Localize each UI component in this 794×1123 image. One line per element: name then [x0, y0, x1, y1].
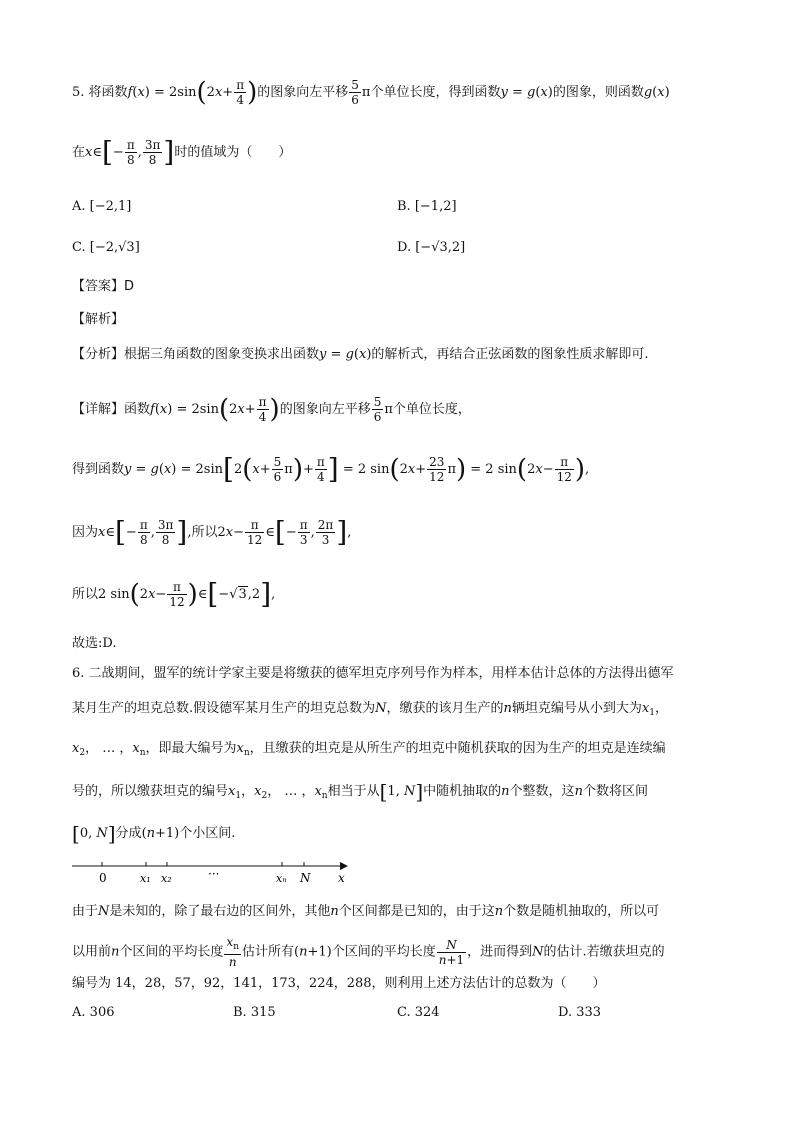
q5-stem-text: 的图象，则函数: [552, 85, 644, 100]
option-label: B.: [397, 199, 411, 214]
q6-text: 个数将区间: [582, 784, 648, 799]
q5-option-d: [397, 240, 465, 255]
q6-option-d: [558, 1005, 601, 1020]
label-x: x: [338, 871, 345, 885]
q5-answer: [72, 275, 134, 294]
number-line-figure: [72, 856, 362, 886]
q5-number: 5.: [72, 85, 85, 100]
option-text: [−1,2]: [414, 199, 457, 214]
q6-line2: 某月生产的坦克总数.假设德军某月生产的坦克总数为N，缴获的该月生产的n辆坦克编号从小到大为$x_1$，: [72, 701, 669, 718]
q6-text: ，且缴获的坦克是从所生产的坦克中随机获取的因为生产的坦克是连续编: [249, 741, 666, 756]
xiangjie-tag: 【详解】: [72, 402, 125, 417]
label-dots: ···: [208, 867, 220, 881]
q6-option-b: [233, 1005, 276, 1020]
q5-xiangjie-line4: 所以2 sin(2x− $\frac{\pi}{12}$ )∈[−√3,2],: [72, 577, 276, 611]
q6-option-c: [397, 1005, 440, 1020]
q5-xiangjie-line1: 【详解】函数f(x) = 2sin(2x+ $\frac{\pi}{4}$ )的图象向左平移 $\frac{5}{6}$ π个单位长度，: [72, 394, 471, 425]
q6-line6: 由于N是未知的，除了最右边的区间外，其他n个区间都是已知的，由于这n个数是随机抽取的，所以可: [72, 904, 660, 919]
option-label: D.: [558, 1005, 573, 1020]
label-x1: x₁: [140, 872, 151, 885]
q5-option-c: [72, 240, 140, 255]
solution-text: 所以: [191, 525, 218, 540]
q5-stem-line1: 5. 将函数f(x) = 2sin(2x+ $\frac{\pi}{4}$ )的图象向左平移 $\frac{5}{6}$ π个单位长度，得到函数y = g(x)的图象，则函数g(x): [72, 77, 670, 108]
q6-text: 由于: [72, 904, 99, 919]
q6-text: 个小区间.: [179, 826, 236, 841]
answer-tag: 【答案】: [72, 279, 125, 294]
q6-line3: $x_2$， … ，$x_n$，即最大编号为$x_n$，且缴获的坦克是从所生产的坦克中随机获取的因为生产的坦克是连续编: [72, 741, 666, 758]
solution-text: 因为: [72, 525, 99, 540]
q5-option-b: [397, 199, 457, 214]
q6-line8: 编号为 14，28，57，92，141，173，224，288，则利用上述方法估计的总数为（ ）: [72, 976, 606, 991]
arrow-head-icon: [340, 862, 348, 870]
label-0: 0: [99, 871, 107, 885]
solution-text: 的图象向左平移: [279, 402, 371, 417]
label-xn: xₙ: [276, 872, 287, 885]
fenxi-text: 根据三角函数的图象变换求出函数: [124, 347, 320, 362]
option-text: [−2,√3]: [89, 240, 140, 255]
q6-text: 分成: [115, 826, 142, 841]
solution-text: 个单位长度，: [392, 402, 471, 417]
q6-text: ，缴获的该月生产的: [386, 701, 504, 716]
option-label: D.: [397, 240, 412, 255]
q6-option-a: [72, 1005, 115, 1020]
q6-text: 相当于从: [327, 784, 380, 799]
q6-text: 号的，所以缴获坦克的编号: [72, 784, 229, 799]
q6-text: 以用前: [72, 944, 112, 960]
q6-text: 个区间的平均长度: [119, 944, 224, 960]
q5-stem-text: 个单位长度，得到函数: [370, 85, 501, 100]
option-label: A.: [72, 1005, 86, 1020]
q6-line4: 号的，所以缴获坦克的编号$x_1$，$x_2$， … ，$x_n$相当于从[1, N]中随机抽取的n个整数，这n个数将区间: [72, 779, 648, 804]
q5-analysis-tag: 【解析】: [72, 312, 125, 327]
q6-text: 个数是随机抽取的，所以可: [503, 904, 660, 919]
label-N: N: [300, 871, 311, 885]
solution-text: 得到函数: [72, 462, 125, 477]
option-label: A.: [72, 199, 86, 214]
q5-fenxi: 【分析】根据三角函数的图象变换求出函数y = g(x)的解析式，再结合正弦函数的图象性质求解即可.: [72, 347, 649, 362]
answer-value: D: [124, 279, 135, 294]
q6-number: 6.: [72, 666, 85, 681]
q6-text: 二战期间，盟军的统计学家主要是将缴获的德军坦克序列号作为样本，用样本估计总体的方法得出德军: [88, 666, 674, 681]
q6-text: 个区间都是已知的，由于这: [338, 904, 495, 919]
q6-line7: 以用前n个区间的平均长度 $\frac{x_n}{n}$ 估计所有(n+1)个区间的平均长度 $\frac{N}{n+1}$ ，进而得到N的估计.若缴获坦克的: [72, 935, 665, 969]
option-text: [−√3,2]: [415, 240, 466, 255]
option-label: C.: [397, 1005, 411, 1020]
solution-text: 函数: [124, 402, 151, 417]
q6-line5: [0, N]分成(n+1)个小区间.: [72, 821, 236, 846]
q5-stem-text: 在: [72, 145, 86, 160]
q5-xiangjie-line3: 因为x∈[− $\frac{\pi}{8}$ , $\frac{3\pi}{8}$ ],所以2x− $\frac{\pi}{12}$ ∈[− $\frac{\pi}{3}$ , $\frac{2\pi}{3}$ ],: [72, 515, 352, 549]
q6-text: ，即最大编号为: [145, 741, 237, 756]
option-text: [−2,1]: [89, 199, 132, 214]
q5-stem-text: 的图象向左平移: [257, 85, 349, 100]
q6-text: 中随机抽取的: [423, 784, 502, 799]
q6-line1: [72, 662, 674, 681]
q6-text: ，进而得到: [467, 944, 533, 960]
q6-text: 个整数，这: [509, 784, 575, 799]
solution-text: 所以: [72, 587, 99, 602]
option-text: 333: [576, 1005, 602, 1020]
fenxi-tag: 【分析】: [72, 347, 125, 362]
q6-text: 辆坦克编号从小到大为: [511, 701, 642, 716]
q5-xiangjie-line2: 得到函数y = g(x) = 2sin[2(x+ $\frac{5}{6}$ π)+ $\frac{\pi}{4}$ ] = 2 sin(2x+ $\frac{23}{12}$ π) = 2 sin(2x− $\frac{\pi}{12}$ ),: [72, 452, 590, 486]
fenxi-text: 的解析式，再结合正弦函数的图象性质求解即可.: [371, 347, 649, 362]
q5-stem-text: 将函数: [88, 85, 128, 100]
label-x2: x₂: [161, 872, 172, 885]
q5-option-a: [72, 199, 131, 214]
q6-text: 估计所有: [241, 944, 294, 960]
option-text: 306: [89, 1005, 115, 1020]
q6-text: 是未知的，除了最右边的区间外，其他: [109, 904, 331, 919]
q5-stem-text: 时的值域为（ ）: [174, 145, 292, 160]
q6-text: 的估计.若缴获坦克的: [543, 944, 665, 960]
option-label: C.: [72, 240, 86, 255]
option-text: 315: [250, 1005, 276, 1020]
q6-text: 个区间的平均长度: [331, 944, 436, 960]
q5-conclusion: 故选:D.: [72, 636, 117, 651]
option-text: 324: [414, 1005, 440, 1020]
q6-text: 某月生产的坦克总数.假设德军某月生产的坦克总数为: [72, 701, 376, 716]
q5-stem-line2: 在x∈[− $\frac{\pi}{8}$ , $\frac{3\pi}{8}$ ]时的值域为（ ）: [72, 135, 292, 169]
option-label: B.: [233, 1005, 247, 1020]
